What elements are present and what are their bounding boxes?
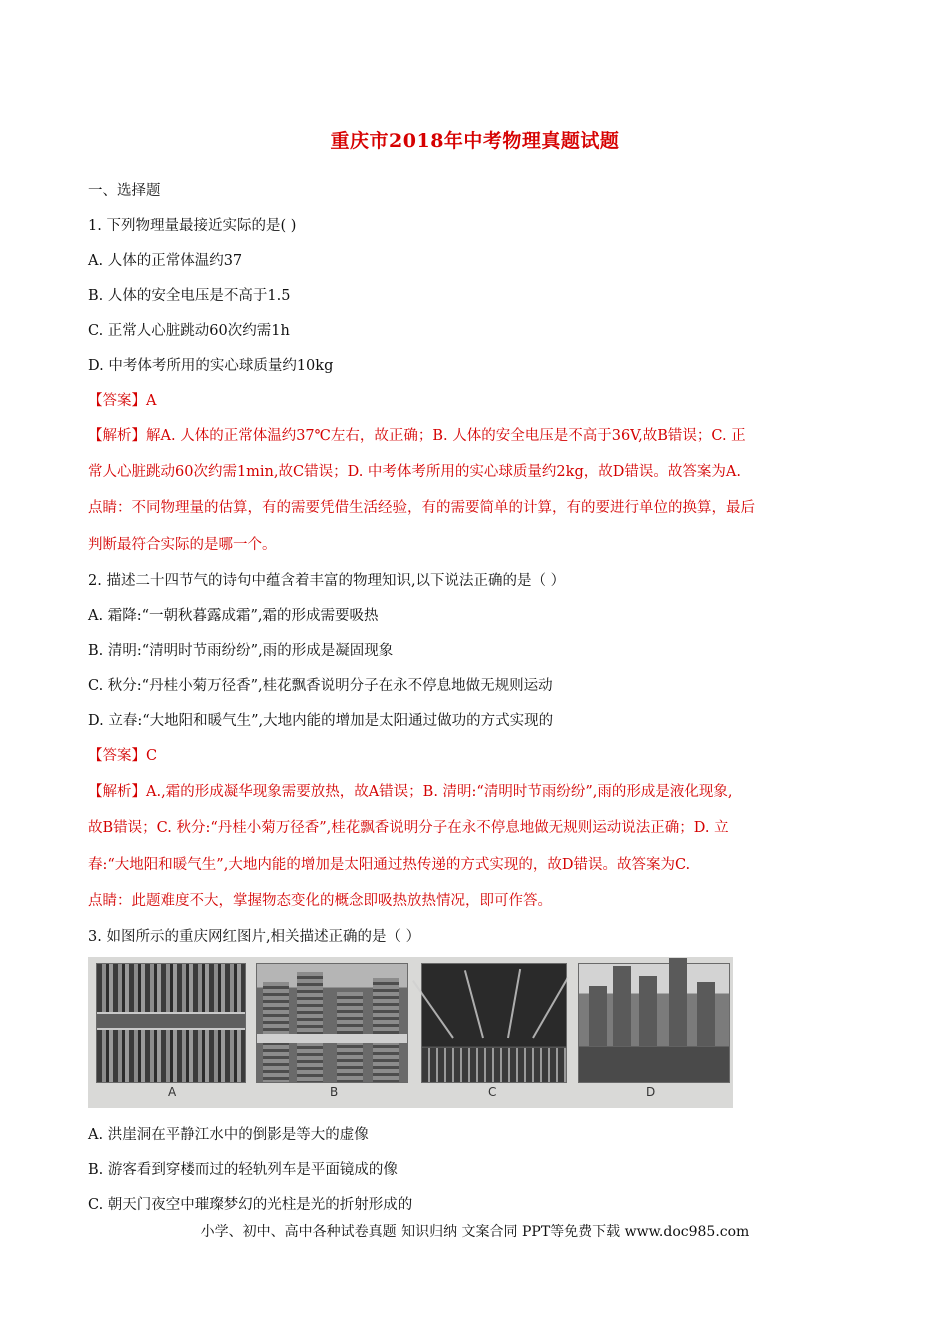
photo-c-image bbox=[421, 963, 567, 1083]
q2-option-b: B. 清明:“清明时节雨纷纷”,雨的形成是凝固现象 bbox=[88, 643, 394, 659]
q1-option-a: A. 人体的正常体温约37 bbox=[88, 253, 243, 269]
q1-option-c: C. 正常人心脏跳动60次约需1h bbox=[88, 323, 290, 339]
q1-analysis-line-4: 判断最符合实际的是哪一个。 bbox=[88, 537, 277, 553]
photo-a-image bbox=[96, 963, 246, 1083]
q2-option-a: A. 霜降:“一朝秋暮露成霜”,霜的形成需要吸热 bbox=[88, 608, 379, 624]
q3-option-a: A. 洪崖洞在平静江水中的倒影是等大的虚像 bbox=[88, 1127, 369, 1143]
q2-analysis-line-3: 春:“大地阳和暖气生”,大地内能的增加是太阳通过热传递的方式实现的，故D错误。故答案为C. bbox=[88, 857, 691, 873]
photo-label-a: A bbox=[168, 1085, 177, 1099]
q1-analysis-line-3: 点睛：不同物理量的估算，有的需要凭借生活经验，有的需要简单的计算，有的要进行单位的换算，最后 bbox=[88, 500, 755, 516]
photo-label-b: B bbox=[330, 1085, 339, 1099]
q1-analysis-line-2: 常人心脏跳动60次约需1min,故C错误；D. 中考体考所用的实心球质量约2kg，故D错误。故答案为A. bbox=[88, 464, 741, 480]
q2-analysis-line-1: 【解析】A.,霜的形成凝华现象需要放热，故A错误；B. 清明:“清明时节雨纷纷”,雨的形成是液化现象, bbox=[88, 784, 733, 800]
photo-label-c: C bbox=[488, 1085, 497, 1099]
q2-stem: 2. 描述二十四节气的诗句中蕴含着丰富的物理知识,以下说法正确的是（ ） bbox=[88, 573, 566, 589]
q2-option-d: D. 立春:“大地阳和暖气生”,大地内能的增加是太阳通过做功的方式实现的 bbox=[88, 713, 554, 729]
photo-d-image bbox=[578, 963, 730, 1083]
photo-label-d: D bbox=[646, 1085, 656, 1099]
q1-option-b: B. 人体的安全电压是不高于1.5 bbox=[88, 288, 291, 304]
q3-option-b: B. 游客看到穿楼而过的轻轨列车是平面镜成的像 bbox=[88, 1162, 398, 1178]
page-title: 重庆市2018年中考物理真题试题 bbox=[330, 130, 620, 152]
q3-stem: 3. 如图所示的重庆网红图片,相关描述正确的是（ ） bbox=[88, 929, 421, 945]
q1-answer: 【答案】A bbox=[88, 393, 157, 409]
page-footer: 小学、初中、高中各种试卷真题 知识归纳 文案合同 PPT等免费下载 www.doc985.com bbox=[200, 1224, 750, 1240]
q1-analysis-line-1: 【解析】解A. 人体的正常体温约37℃左右，故正确；B. 人体的安全电压是不高于36V,故B错误；C. 正 bbox=[88, 428, 746, 444]
q3-option-c: C. 朝天门夜空中璀璨梦幻的光柱是光的折射形成的 bbox=[88, 1197, 413, 1213]
q1-stem: 1. 下列物理量最接近实际的是( ) bbox=[88, 218, 297, 234]
section-heading: 一、选择题 bbox=[88, 183, 161, 199]
q3-photo-strip bbox=[88, 957, 733, 1108]
q2-analysis-line-4: 点睛：此题难度不大，掌握物态变化的概念即吸热放热情况，即可作答。 bbox=[88, 893, 552, 909]
q2-answer: 【答案】C bbox=[88, 748, 158, 764]
q2-analysis-line-2: 故B错误；C. 秋分:“丹桂小菊万径香”,桂花飘香说明分子在永不停息地做无规则运动说法正确；D. 立 bbox=[88, 820, 729, 836]
photo-b-image bbox=[256, 963, 408, 1083]
q1-option-d: D. 中考体考所用的实心球质量约10kg bbox=[88, 358, 334, 374]
q2-option-c: C. 秋分:“丹桂小菊万径香”,桂花飘香说明分子在永不停息地做无规则运动 bbox=[88, 678, 553, 694]
